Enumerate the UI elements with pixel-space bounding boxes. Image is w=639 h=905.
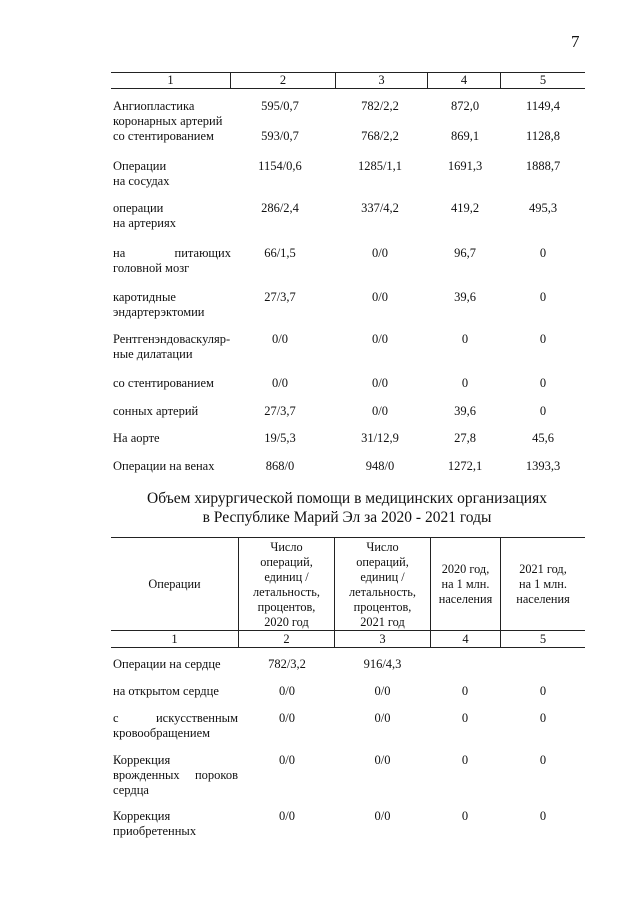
row-label: с искусственным кровообращением xyxy=(113,711,238,740)
cell-c5: 1393,3 xyxy=(525,459,561,473)
cell-c4: 39,6 xyxy=(454,290,476,304)
section-title-line1: Объем хирургической помощи в медицинских организациях xyxy=(147,490,547,507)
row-label: со стентированием xyxy=(113,376,214,390)
row-label: Коррекция приобретенных xyxy=(113,809,197,838)
cell-c2: 0/0 xyxy=(279,809,295,823)
cell-c3: 0/0 xyxy=(372,332,388,346)
cell-c3: 0/0 xyxy=(374,711,391,725)
table2-header-2020-per-million: 2020 год, на 1 млн. населения xyxy=(438,562,493,606)
cell-c3: 337/4,2 xyxy=(361,201,399,215)
cell-c4: 0 xyxy=(461,684,469,698)
table1-header-2: 2 xyxy=(279,73,287,87)
cell-c4: 0 xyxy=(461,376,469,390)
cell-c2: 27/3,7 xyxy=(264,404,296,418)
section-title-line2: в Республике Марий Эл за 2020 - 2021 годы xyxy=(202,509,492,526)
cell-c4: 27,8 xyxy=(454,431,476,445)
cell-c2: 0/0 xyxy=(272,332,288,346)
cell-c4: 869,1 xyxy=(450,129,480,143)
cell-c3: 0/0 xyxy=(374,753,391,767)
cell-c4: 96,7 xyxy=(454,246,476,260)
cell-c5: 0 xyxy=(539,684,547,698)
cell-c5: 0 xyxy=(539,753,547,767)
table1-header-3: 3 xyxy=(378,73,385,87)
row-label: на открытом сердце xyxy=(113,684,219,698)
cell-c2: 27/3,7 xyxy=(264,290,296,304)
row-label: со стентированием xyxy=(113,129,214,143)
cell-c3: 948/0 xyxy=(365,459,395,473)
table1-header-4: 4 xyxy=(460,73,468,87)
row-label: Коррекция врожденных пороков сердца xyxy=(113,753,238,797)
row-label: Операции на венах xyxy=(113,459,215,473)
cell-c5: 45,6 xyxy=(532,431,554,445)
cell-c5: 0 xyxy=(539,376,547,390)
cell-c3: 768/2,2 xyxy=(361,129,399,143)
table2-header-2021: Число операций, единиц / летальность, процентов, 2021 год xyxy=(349,540,416,629)
cell-c5: 0 xyxy=(539,404,547,418)
cell-c3: 0/0 xyxy=(372,246,388,260)
cell-c3: 1285/1,1 xyxy=(357,159,403,173)
cell-c2: 19/5,3 xyxy=(264,431,296,445)
cell-c5: 0 xyxy=(539,290,547,304)
cell-c2: 0/0 xyxy=(279,711,295,725)
cell-c5: 0 xyxy=(539,246,547,260)
cell-c5: 0 xyxy=(539,809,547,823)
section-title xyxy=(100,489,594,527)
cell-c2: 66/1,5 xyxy=(264,246,296,260)
cell-c5: 1149,4 xyxy=(526,99,560,113)
table1-header-1: 1 xyxy=(167,73,174,87)
cell-c3: 0/0 xyxy=(372,376,388,390)
cell-c3: 0/0 xyxy=(372,290,388,304)
cell-c3: 0/0 xyxy=(374,684,391,698)
row-label: На аорте xyxy=(113,431,160,445)
cell-c4: 419,2 xyxy=(450,201,480,215)
cell-c3: 31/12,9 xyxy=(361,431,399,445)
table2-number-2: 2 xyxy=(283,632,290,646)
cell-c2: 0/0 xyxy=(272,376,288,390)
cell-c5: 0 xyxy=(539,332,547,346)
table2-number-5: 5 xyxy=(539,632,547,646)
page-number: 7 xyxy=(571,32,580,51)
cell-c2: 593/0,7 xyxy=(261,129,299,143)
row-label: Ангиопластика коронарных артерий xyxy=(113,99,223,128)
cell-c2: 1154/0,6 xyxy=(258,159,302,173)
cell-c5: 0 xyxy=(539,711,547,725)
row-label: каротидные эндартерэктомии xyxy=(113,290,205,319)
row-label: операции на артериях xyxy=(113,201,176,230)
table2-header-2020: Число операций, единиц / летальность, процентов, 2020 год xyxy=(253,540,320,629)
row-label: Рентгенэндоваскуляр- ные дилатации xyxy=(113,332,231,361)
cell-c4: 0 xyxy=(461,753,469,767)
cell-c4: 872,0 xyxy=(450,99,480,113)
cell-c4: 1691,3 xyxy=(447,159,483,173)
cell-c2: 595/0,7 xyxy=(261,99,299,113)
cell-c4: 39,6 xyxy=(454,404,476,418)
cell-c2: 0/0 xyxy=(279,753,295,767)
cell-c3: 0/0 xyxy=(372,404,388,418)
cell-c3: 916/4,3 xyxy=(363,657,402,671)
row-label: Операции на сосудах xyxy=(113,159,170,188)
cell-c2: 286/2,4 xyxy=(261,201,299,215)
cell-c5: 1128,8 xyxy=(526,129,560,143)
cell-c3: 0/0 xyxy=(374,809,391,823)
table2-number-3: 3 xyxy=(379,632,386,646)
table2-header-operations: Операции xyxy=(148,577,201,591)
cell-c3: 782/2,2 xyxy=(361,99,399,113)
table1-header-5: 5 xyxy=(539,73,547,87)
table2-header-2021-per-million: 2021 год, на 1 млн. населения xyxy=(516,562,570,606)
row-label: сонных артерий xyxy=(113,404,199,418)
cell-c2: 0/0 xyxy=(279,684,295,698)
cell-c4: 0 xyxy=(461,332,469,346)
cell-c4: 0 xyxy=(461,809,469,823)
cell-c2: 868/0 xyxy=(265,459,295,473)
cell-c2: 782/3,2 xyxy=(268,657,306,671)
cell-c5: 1888,7 xyxy=(525,159,561,173)
cell-c4: 1272,1 xyxy=(447,459,483,473)
row-label: Операции на сердце xyxy=(113,657,221,671)
table2-number-1: 1 xyxy=(171,632,178,646)
table2-number-4: 4 xyxy=(462,632,469,646)
row-label: на питающих головной мозг xyxy=(113,246,231,275)
cell-c4: 0 xyxy=(461,711,469,725)
cell-c5: 495,3 xyxy=(528,201,558,215)
